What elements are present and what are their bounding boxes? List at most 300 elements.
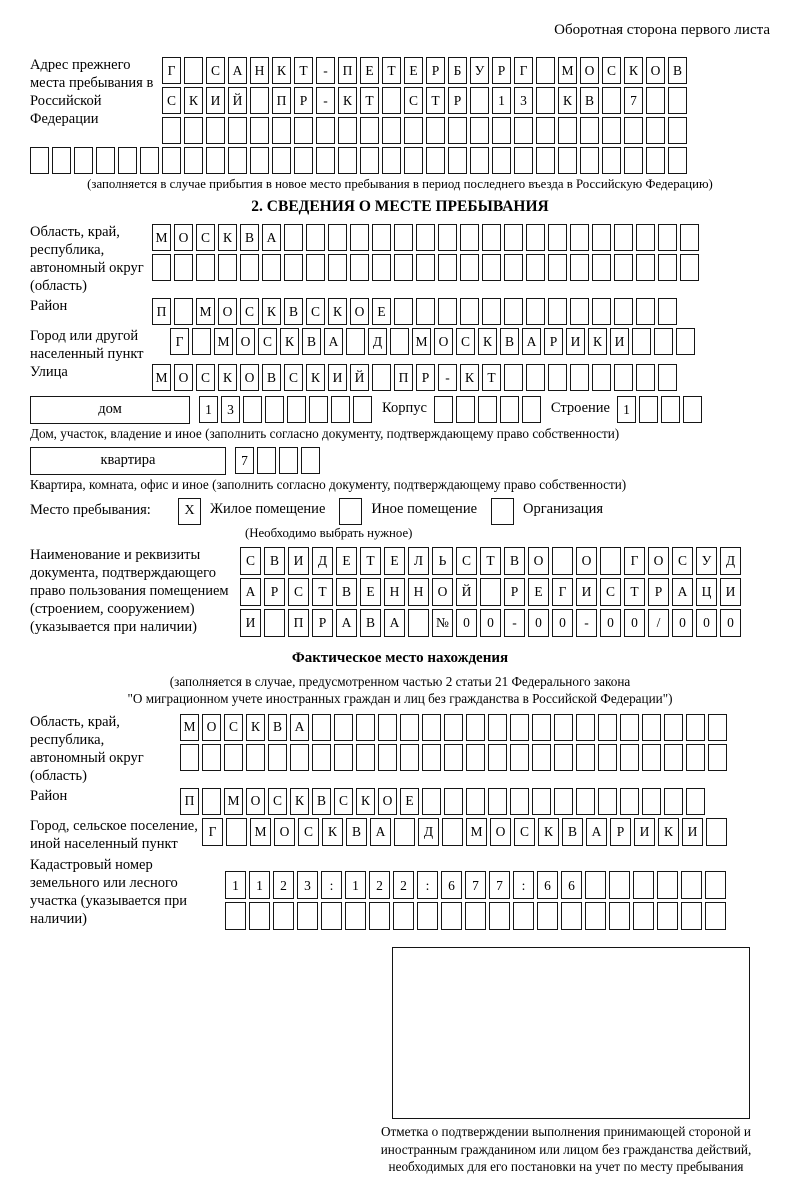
char-cell[interactable] bbox=[174, 254, 193, 281]
char-cell[interactable] bbox=[272, 147, 291, 174]
char-cell[interactable] bbox=[321, 902, 342, 930]
char-cell[interactable]: В bbox=[302, 328, 321, 355]
char-cell[interactable]: Д bbox=[312, 547, 333, 575]
char-cell[interactable]: 1 bbox=[345, 871, 366, 899]
char-cell[interactable] bbox=[537, 902, 558, 930]
char-cell[interactable] bbox=[356, 744, 375, 771]
char-cell[interactable] bbox=[312, 744, 331, 771]
char-cell[interactable] bbox=[460, 298, 479, 325]
char-cell[interactable] bbox=[360, 117, 379, 144]
char-cell[interactable]: - bbox=[316, 57, 335, 84]
char-cell[interactable] bbox=[636, 364, 655, 391]
char-cell[interactable] bbox=[334, 714, 353, 741]
char-cell[interactable] bbox=[536, 87, 555, 114]
char-cell[interactable] bbox=[228, 147, 247, 174]
char-cell[interactable]: О bbox=[218, 298, 237, 325]
char-cell[interactable] bbox=[664, 714, 683, 741]
char-cell[interactable] bbox=[614, 364, 633, 391]
char-cell[interactable]: С bbox=[240, 547, 261, 575]
char-cell[interactable] bbox=[708, 744, 727, 771]
char-cell[interactable] bbox=[316, 147, 335, 174]
char-cell[interactable]: А bbox=[240, 578, 261, 606]
char-cell[interactable]: 1 bbox=[492, 87, 511, 114]
char-cell[interactable] bbox=[510, 714, 529, 741]
char-cell[interactable]: А bbox=[290, 714, 309, 741]
char-cell[interactable]: К bbox=[322, 818, 343, 846]
char-cell[interactable] bbox=[668, 117, 687, 144]
char-cell[interactable] bbox=[482, 254, 501, 281]
char-cell[interactable] bbox=[598, 744, 617, 771]
char-cell[interactable]: С bbox=[672, 547, 693, 575]
char-cell[interactable] bbox=[664, 788, 683, 815]
char-cell[interactable] bbox=[686, 744, 705, 771]
char-cell[interactable]: О bbox=[246, 788, 265, 815]
char-cell[interactable] bbox=[312, 714, 331, 741]
char-cell[interactable] bbox=[668, 147, 687, 174]
char-cell[interactable] bbox=[532, 744, 551, 771]
char-cell[interactable] bbox=[686, 714, 705, 741]
char-cell[interactable]: К bbox=[306, 364, 325, 391]
char-cell[interactable] bbox=[504, 298, 523, 325]
char-cell[interactable] bbox=[602, 87, 621, 114]
char-cell[interactable] bbox=[646, 117, 665, 144]
char-cell[interactable] bbox=[301, 447, 320, 474]
char-cell[interactable] bbox=[706, 818, 727, 846]
char-cell[interactable] bbox=[580, 147, 599, 174]
char-cell[interactable] bbox=[642, 788, 661, 815]
char-cell[interactable] bbox=[400, 714, 419, 741]
char-cell[interactable] bbox=[202, 744, 221, 771]
char-cell[interactable] bbox=[654, 328, 673, 355]
char-cell[interactable] bbox=[240, 254, 259, 281]
char-cell[interactable] bbox=[287, 396, 306, 423]
char-cell[interactable]: С bbox=[240, 298, 259, 325]
char-cell[interactable]: Р bbox=[504, 578, 525, 606]
char-cell[interactable] bbox=[416, 298, 435, 325]
char-cell[interactable]: К bbox=[624, 57, 643, 84]
char-cell[interactable]: С bbox=[514, 818, 535, 846]
char-cell[interactable] bbox=[500, 396, 519, 423]
char-cell[interactable]: Г bbox=[624, 547, 645, 575]
char-cell[interactable] bbox=[404, 117, 423, 144]
char-cell[interactable] bbox=[290, 744, 309, 771]
char-cell[interactable]: У bbox=[470, 57, 489, 84]
char-cell[interactable] bbox=[554, 744, 573, 771]
char-cell[interactable] bbox=[184, 147, 203, 174]
char-cell[interactable]: 6 bbox=[537, 871, 558, 899]
char-cell[interactable]: Б bbox=[448, 57, 467, 84]
char-cell[interactable] bbox=[548, 254, 567, 281]
char-cell[interactable] bbox=[378, 744, 397, 771]
char-cell[interactable] bbox=[624, 147, 643, 174]
char-cell[interactable]: А bbox=[370, 818, 391, 846]
char-cell[interactable] bbox=[444, 744, 463, 771]
char-cell[interactable]: Ь bbox=[432, 547, 453, 575]
char-cell[interactable] bbox=[350, 254, 369, 281]
char-cell[interactable] bbox=[284, 254, 303, 281]
char-cell[interactable] bbox=[382, 87, 401, 114]
char-cell[interactable]: 0 bbox=[696, 609, 717, 637]
char-cell[interactable] bbox=[272, 117, 291, 144]
char-cell[interactable] bbox=[705, 871, 726, 899]
char-cell[interactable]: К bbox=[272, 57, 291, 84]
char-cell[interactable] bbox=[118, 147, 137, 174]
char-cell[interactable] bbox=[598, 788, 617, 815]
char-cell[interactable] bbox=[180, 744, 199, 771]
char-cell[interactable] bbox=[438, 224, 457, 251]
char-cell[interactable] bbox=[470, 87, 489, 114]
char-cell[interactable]: - bbox=[504, 609, 525, 637]
char-cell[interactable] bbox=[526, 298, 545, 325]
char-cell[interactable] bbox=[390, 328, 409, 355]
char-cell[interactable]: И bbox=[634, 818, 655, 846]
char-cell[interactable]: И bbox=[566, 328, 585, 355]
char-cell[interactable]: 7 bbox=[235, 447, 254, 474]
char-cell[interactable]: М bbox=[152, 224, 171, 251]
char-cell[interactable]: 0 bbox=[600, 609, 621, 637]
char-cell[interactable]: Д bbox=[720, 547, 741, 575]
char-cell[interactable] bbox=[268, 744, 287, 771]
char-cell[interactable]: 0 bbox=[552, 609, 573, 637]
char-cell[interactable] bbox=[448, 117, 467, 144]
char-cell[interactable]: П bbox=[180, 788, 199, 815]
char-cell[interactable] bbox=[294, 147, 313, 174]
char-cell[interactable] bbox=[140, 147, 159, 174]
char-cell[interactable] bbox=[360, 147, 379, 174]
char-cell[interactable] bbox=[408, 609, 429, 637]
char-cell[interactable]: О bbox=[490, 818, 511, 846]
char-cell[interactable]: В bbox=[262, 364, 281, 391]
char-cell[interactable]: Г bbox=[552, 578, 573, 606]
char-cell[interactable]: 0 bbox=[480, 609, 501, 637]
char-cell[interactable] bbox=[536, 147, 555, 174]
char-cell[interactable] bbox=[705, 902, 726, 930]
char-cell[interactable] bbox=[642, 744, 661, 771]
char-cell[interactable] bbox=[680, 224, 699, 251]
char-cell[interactable]: Д bbox=[418, 818, 439, 846]
char-cell[interactable] bbox=[228, 117, 247, 144]
char-cell[interactable]: Е bbox=[360, 57, 379, 84]
char-cell[interactable] bbox=[249, 902, 270, 930]
char-cell[interactable] bbox=[466, 714, 485, 741]
char-cell[interactable]: К bbox=[658, 818, 679, 846]
char-cell[interactable]: 3 bbox=[221, 396, 240, 423]
char-cell[interactable]: В bbox=[264, 547, 285, 575]
char-cell[interactable] bbox=[345, 902, 366, 930]
char-cell[interactable]: Г bbox=[202, 818, 223, 846]
char-cell[interactable]: С bbox=[284, 364, 303, 391]
char-cell[interactable] bbox=[250, 147, 269, 174]
char-cell[interactable]: - bbox=[438, 364, 457, 391]
char-cell[interactable] bbox=[680, 254, 699, 281]
char-cell[interactable] bbox=[184, 57, 203, 84]
char-cell[interactable] bbox=[561, 902, 582, 930]
char-cell[interactable] bbox=[460, 254, 479, 281]
char-cell[interactable]: В bbox=[240, 224, 259, 251]
checkbox-other-premises[interactable] bbox=[339, 498, 362, 525]
char-cell[interactable] bbox=[602, 117, 621, 144]
char-cell[interactable] bbox=[444, 788, 463, 815]
char-cell[interactable]: Н bbox=[250, 57, 269, 84]
checkbox-residential[interactable]: X bbox=[178, 498, 201, 525]
char-cell[interactable] bbox=[658, 298, 677, 325]
char-cell[interactable]: К bbox=[356, 788, 375, 815]
char-cell[interactable]: С bbox=[404, 87, 423, 114]
char-cell[interactable] bbox=[548, 298, 567, 325]
char-cell[interactable] bbox=[250, 117, 269, 144]
char-cell[interactable]: Т bbox=[360, 87, 379, 114]
char-cell[interactable] bbox=[338, 117, 357, 144]
char-cell[interactable] bbox=[262, 254, 281, 281]
char-cell[interactable] bbox=[570, 364, 589, 391]
char-cell[interactable] bbox=[646, 87, 665, 114]
char-cell[interactable] bbox=[642, 714, 661, 741]
char-cell[interactable] bbox=[558, 147, 577, 174]
char-cell[interactable]: С bbox=[288, 578, 309, 606]
char-cell[interactable] bbox=[448, 147, 467, 174]
char-cell[interactable]: Е bbox=[336, 547, 357, 575]
char-cell[interactable] bbox=[416, 224, 435, 251]
char-cell[interactable]: Д bbox=[368, 328, 387, 355]
char-cell[interactable]: П bbox=[394, 364, 413, 391]
char-cell[interactable]: О bbox=[174, 364, 193, 391]
char-cell[interactable] bbox=[372, 224, 391, 251]
char-cell[interactable]: А bbox=[586, 818, 607, 846]
char-cell[interactable] bbox=[438, 254, 457, 281]
char-cell[interactable]: Р bbox=[648, 578, 669, 606]
char-cell[interactable]: В bbox=[500, 328, 519, 355]
char-cell[interactable]: С bbox=[258, 328, 277, 355]
char-cell[interactable] bbox=[400, 744, 419, 771]
char-cell[interactable]: : bbox=[417, 871, 438, 899]
char-cell[interactable]: А bbox=[336, 609, 357, 637]
char-cell[interactable]: К bbox=[478, 328, 497, 355]
char-cell[interactable] bbox=[592, 224, 611, 251]
char-cell[interactable] bbox=[372, 364, 391, 391]
char-cell[interactable]: О bbox=[236, 328, 255, 355]
char-cell[interactable] bbox=[504, 364, 523, 391]
char-cell[interactable] bbox=[620, 714, 639, 741]
char-cell[interactable]: К bbox=[290, 788, 309, 815]
char-cell[interactable] bbox=[488, 714, 507, 741]
char-cell[interactable] bbox=[306, 224, 325, 251]
char-cell[interactable]: А bbox=[324, 328, 343, 355]
char-cell[interactable]: С bbox=[298, 818, 319, 846]
checkbox-organization[interactable] bbox=[491, 498, 514, 525]
char-cell[interactable] bbox=[585, 902, 606, 930]
char-cell[interactable] bbox=[184, 117, 203, 144]
char-cell[interactable]: Т bbox=[360, 547, 381, 575]
char-cell[interactable] bbox=[96, 147, 115, 174]
char-cell[interactable]: О bbox=[576, 547, 597, 575]
char-cell[interactable] bbox=[456, 396, 475, 423]
char-cell[interactable]: О bbox=[240, 364, 259, 391]
char-cell[interactable] bbox=[202, 788, 221, 815]
char-cell[interactable]: Г bbox=[170, 328, 189, 355]
char-cell[interactable] bbox=[614, 298, 633, 325]
char-cell[interactable]: Р bbox=[610, 818, 631, 846]
char-cell[interactable] bbox=[598, 714, 617, 741]
char-cell[interactable]: А bbox=[228, 57, 247, 84]
char-cell[interactable]: 7 bbox=[624, 87, 643, 114]
char-cell[interactable]: 2 bbox=[273, 871, 294, 899]
char-cell[interactable]: К bbox=[218, 364, 237, 391]
char-cell[interactable] bbox=[668, 87, 687, 114]
char-cell[interactable]: В bbox=[580, 87, 599, 114]
char-cell[interactable]: И bbox=[720, 578, 741, 606]
char-cell[interactable] bbox=[331, 396, 350, 423]
char-cell[interactable] bbox=[661, 396, 680, 423]
char-cell[interactable]: В bbox=[284, 298, 303, 325]
char-cell[interactable] bbox=[152, 254, 171, 281]
char-cell[interactable]: К bbox=[328, 298, 347, 325]
char-cell[interactable] bbox=[372, 254, 391, 281]
char-cell[interactable] bbox=[218, 254, 237, 281]
char-cell[interactable] bbox=[658, 254, 677, 281]
char-cell[interactable]: 6 bbox=[441, 871, 462, 899]
char-cell[interactable] bbox=[284, 224, 303, 251]
char-cell[interactable]: Р bbox=[492, 57, 511, 84]
char-cell[interactable] bbox=[416, 254, 435, 281]
char-cell[interactable]: В bbox=[504, 547, 525, 575]
char-cell[interactable] bbox=[162, 147, 181, 174]
char-cell[interactable] bbox=[482, 298, 501, 325]
char-cell[interactable] bbox=[576, 744, 595, 771]
char-cell[interactable] bbox=[30, 147, 49, 174]
char-cell[interactable]: С bbox=[268, 788, 287, 815]
char-cell[interactable]: - bbox=[576, 609, 597, 637]
char-cell[interactable] bbox=[614, 224, 633, 251]
char-cell[interactable]: М bbox=[152, 364, 171, 391]
char-cell[interactable]: 0 bbox=[528, 609, 549, 637]
char-cell[interactable]: 3 bbox=[297, 871, 318, 899]
char-cell[interactable] bbox=[554, 788, 573, 815]
char-cell[interactable] bbox=[513, 902, 534, 930]
char-cell[interactable]: Ц bbox=[696, 578, 717, 606]
char-cell[interactable]: О bbox=[528, 547, 549, 575]
char-cell[interactable] bbox=[426, 147, 445, 174]
char-cell[interactable]: 6 bbox=[561, 871, 582, 899]
char-cell[interactable]: № bbox=[432, 609, 453, 637]
char-cell[interactable] bbox=[226, 818, 247, 846]
char-cell[interactable]: С bbox=[600, 578, 621, 606]
char-cell[interactable]: Г bbox=[514, 57, 533, 84]
char-cell[interactable] bbox=[570, 254, 589, 281]
char-cell[interactable]: Т bbox=[426, 87, 445, 114]
char-cell[interactable]: М bbox=[214, 328, 233, 355]
char-cell[interactable] bbox=[639, 396, 658, 423]
char-cell[interactable] bbox=[224, 744, 243, 771]
char-cell[interactable] bbox=[422, 714, 441, 741]
char-cell[interactable] bbox=[510, 788, 529, 815]
char-cell[interactable] bbox=[681, 902, 702, 930]
char-cell[interactable] bbox=[294, 117, 313, 144]
char-cell[interactable] bbox=[482, 224, 501, 251]
char-cell[interactable]: О bbox=[648, 547, 669, 575]
char-cell[interactable]: Н bbox=[408, 578, 429, 606]
char-cell[interactable] bbox=[633, 902, 654, 930]
char-cell[interactable]: М bbox=[558, 57, 577, 84]
char-cell[interactable]: М bbox=[180, 714, 199, 741]
char-cell[interactable]: М bbox=[412, 328, 431, 355]
char-cell[interactable] bbox=[478, 396, 497, 423]
char-cell[interactable]: 0 bbox=[672, 609, 693, 637]
char-cell[interactable]: Р bbox=[312, 609, 333, 637]
char-cell[interactable] bbox=[570, 224, 589, 251]
char-cell[interactable] bbox=[394, 818, 415, 846]
char-cell[interactable]: 3 bbox=[514, 87, 533, 114]
char-cell[interactable]: Й bbox=[228, 87, 247, 114]
char-cell[interactable] bbox=[548, 364, 567, 391]
char-cell[interactable] bbox=[708, 714, 727, 741]
char-cell[interactable] bbox=[353, 396, 372, 423]
char-cell[interactable]: А bbox=[522, 328, 541, 355]
char-cell[interactable]: И bbox=[576, 578, 597, 606]
char-cell[interactable]: 2 bbox=[393, 871, 414, 899]
char-cell[interactable] bbox=[438, 298, 457, 325]
char-cell[interactable]: 7 bbox=[465, 871, 486, 899]
char-cell[interactable]: Й bbox=[350, 364, 369, 391]
char-cell[interactable]: И bbox=[610, 328, 629, 355]
char-cell[interactable] bbox=[404, 147, 423, 174]
char-cell[interactable]: Е bbox=[360, 578, 381, 606]
char-cell[interactable]: Т bbox=[480, 547, 501, 575]
char-cell[interactable] bbox=[417, 902, 438, 930]
char-cell[interactable] bbox=[657, 902, 678, 930]
char-cell[interactable] bbox=[279, 447, 298, 474]
char-cell[interactable] bbox=[378, 714, 397, 741]
char-cell[interactable] bbox=[620, 744, 639, 771]
char-cell[interactable] bbox=[536, 117, 555, 144]
char-cell[interactable] bbox=[636, 298, 655, 325]
char-cell[interactable] bbox=[356, 714, 375, 741]
char-cell[interactable]: К bbox=[588, 328, 607, 355]
char-cell[interactable]: У bbox=[696, 547, 717, 575]
char-cell[interactable] bbox=[532, 788, 551, 815]
char-cell[interactable] bbox=[658, 364, 677, 391]
char-cell[interactable]: И bbox=[682, 818, 703, 846]
char-cell[interactable] bbox=[633, 871, 654, 899]
char-cell[interactable]: Н bbox=[384, 578, 405, 606]
char-cell[interactable]: О bbox=[378, 788, 397, 815]
char-cell[interactable]: 1 bbox=[617, 396, 636, 423]
char-cell[interactable]: Р bbox=[294, 87, 313, 114]
char-cell[interactable]: А bbox=[672, 578, 693, 606]
char-cell[interactable] bbox=[393, 902, 414, 930]
char-cell[interactable]: Е bbox=[528, 578, 549, 606]
char-cell[interactable] bbox=[246, 744, 265, 771]
char-cell[interactable] bbox=[504, 254, 523, 281]
char-cell[interactable] bbox=[576, 788, 595, 815]
char-cell[interactable] bbox=[328, 254, 347, 281]
char-cell[interactable] bbox=[492, 147, 511, 174]
char-cell[interactable]: С bbox=[224, 714, 243, 741]
char-cell[interactable] bbox=[580, 117, 599, 144]
char-cell[interactable]: / bbox=[648, 609, 669, 637]
char-cell[interactable]: П bbox=[272, 87, 291, 114]
char-cell[interactable]: - bbox=[316, 87, 335, 114]
char-cell[interactable]: Р bbox=[544, 328, 563, 355]
char-cell[interactable]: Р bbox=[264, 578, 285, 606]
char-cell[interactable]: В bbox=[360, 609, 381, 637]
char-cell[interactable]: Е bbox=[404, 57, 423, 84]
char-cell[interactable] bbox=[394, 254, 413, 281]
char-cell[interactable] bbox=[444, 714, 463, 741]
char-cell[interactable]: О bbox=[646, 57, 665, 84]
char-cell[interactable]: К bbox=[338, 87, 357, 114]
char-cell[interactable] bbox=[346, 328, 365, 355]
char-cell[interactable] bbox=[526, 254, 545, 281]
